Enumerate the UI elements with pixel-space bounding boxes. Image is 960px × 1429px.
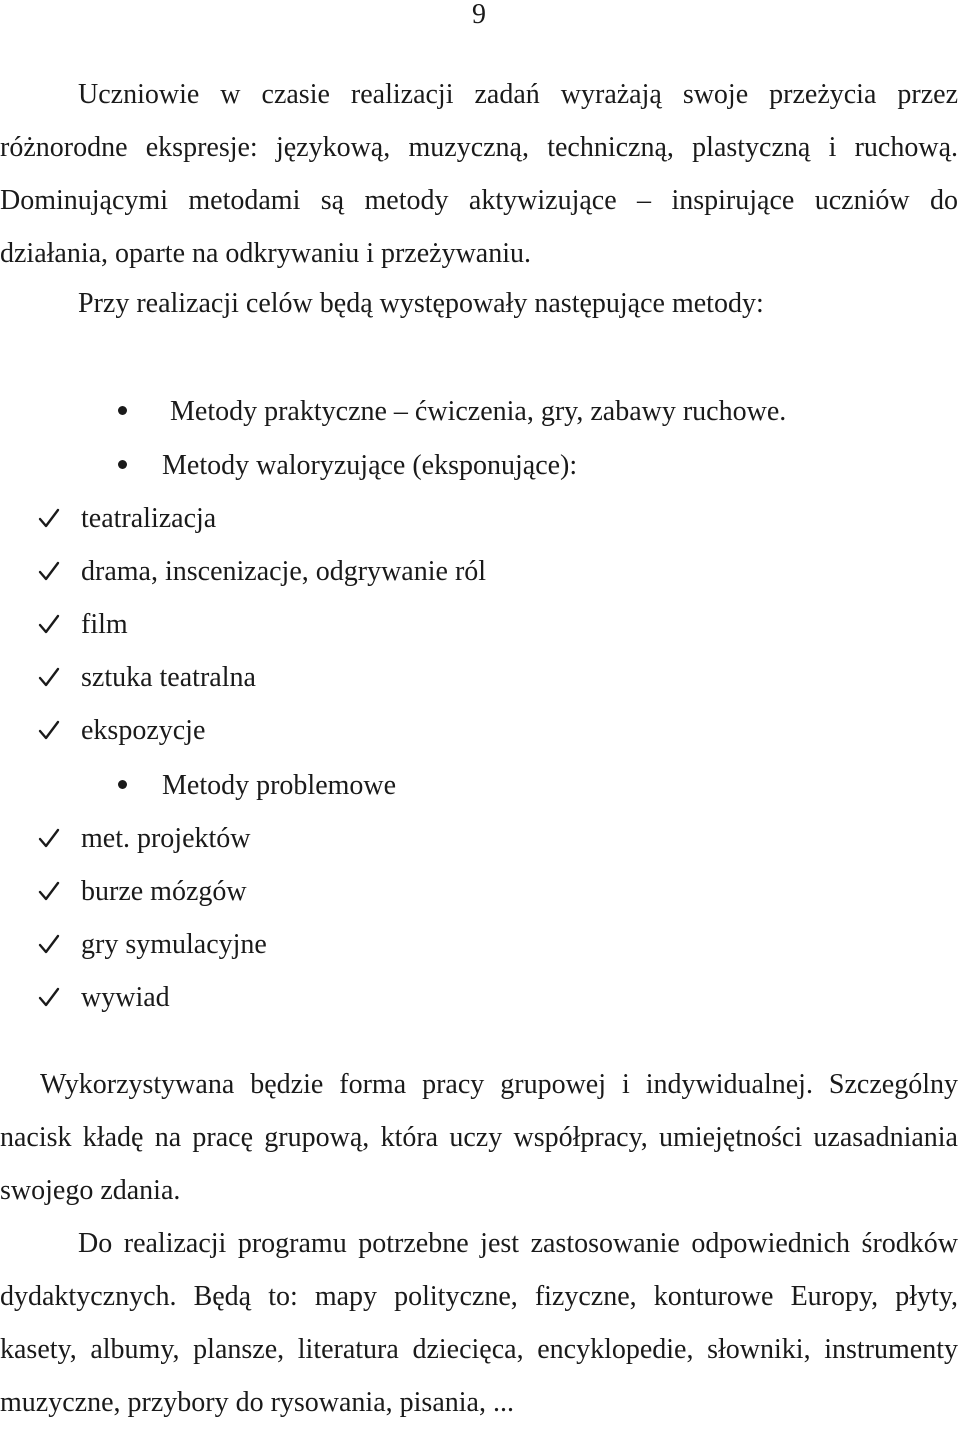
bullet-dot-icon xyxy=(118,460,127,469)
check-label: wywiad xyxy=(81,982,170,1013)
checkmark-icon xyxy=(38,880,60,902)
check-label: met. projektów xyxy=(81,823,251,854)
checkmark-icon xyxy=(38,933,60,955)
paragraph-methods-intro: Przy realizacji celów będą występowały następujące metody: xyxy=(78,288,764,319)
bullet-item xyxy=(118,392,786,432)
paragraph-work-form: Wykorzystywana będzie forma pracy grupowej i indywidualnej. Szczególny nacisk kładę na pracę grupową, która uczy współpracy, umiejętności uzasadniania swojego zdania. xyxy=(0,1069,958,1206)
check-list-item xyxy=(38,605,128,645)
checkmark-icon xyxy=(38,666,60,688)
paragraph-teaching-aids: Do realizacji programu potrzebne jest zastosowanie odpowiednich środków dydaktycznych. Będą to: mapy polityczne, fizyczne, konturowe Europy, płyty, kasety, albumy, plansze, literatura dziecięca, encyklopedie, słowniki, instrumenty muzyczne, przybory do rysowania, pisania, ... xyxy=(0,1228,958,1418)
check-label: film xyxy=(81,609,128,640)
check-list-item xyxy=(38,872,247,912)
check-list-item xyxy=(38,711,205,751)
check-list-item xyxy=(38,552,486,592)
check-label: sztuka teatralna xyxy=(81,662,256,693)
checkmark-icon xyxy=(38,827,60,849)
check-list-item xyxy=(38,925,267,965)
check-label: gry symulacyjne xyxy=(81,929,267,960)
bullet-item xyxy=(118,446,577,486)
bullet-item xyxy=(118,766,396,806)
check-label: ekspozycje xyxy=(81,715,206,746)
paragraph-intro: Uczniowie w czasie realizacji zadań wyrażają swoje przeżycia przez różnorodne ekspresje: językową, muzyczną, techniczną, plastyczną i ruchową. Dominującymi metodami są metody aktywizujące – inspirujące uczniów do działania, oparte na odkrywaniu i przeżywaniu. xyxy=(0,79,958,269)
check-list-item xyxy=(38,499,216,539)
bullet-dot-icon xyxy=(118,406,127,415)
checkmark-icon xyxy=(38,613,60,635)
checkmark-icon xyxy=(38,719,60,741)
check-label: drama, inscenizacje, odgrywanie ról xyxy=(81,556,487,587)
check-list-item xyxy=(38,819,251,859)
checkmark-icon xyxy=(38,507,60,529)
page-number: 9 xyxy=(472,0,486,30)
bullet-label: Metody problemowe xyxy=(162,770,397,801)
bullet-label: Metody praktyczne – ćwiczenia, gry, zabawy ruchowe. xyxy=(170,396,787,427)
bullet-label: Metody waloryzujące (eksponujące): xyxy=(162,450,578,481)
check-list-item xyxy=(38,978,170,1018)
checkmark-icon xyxy=(38,560,60,582)
bullet-dot-icon xyxy=(118,780,127,789)
check-list-item xyxy=(38,658,256,698)
check-label: burze mózgów xyxy=(81,876,247,907)
checkmark-icon xyxy=(38,986,60,1008)
check-label: teatralizacja xyxy=(81,503,217,534)
